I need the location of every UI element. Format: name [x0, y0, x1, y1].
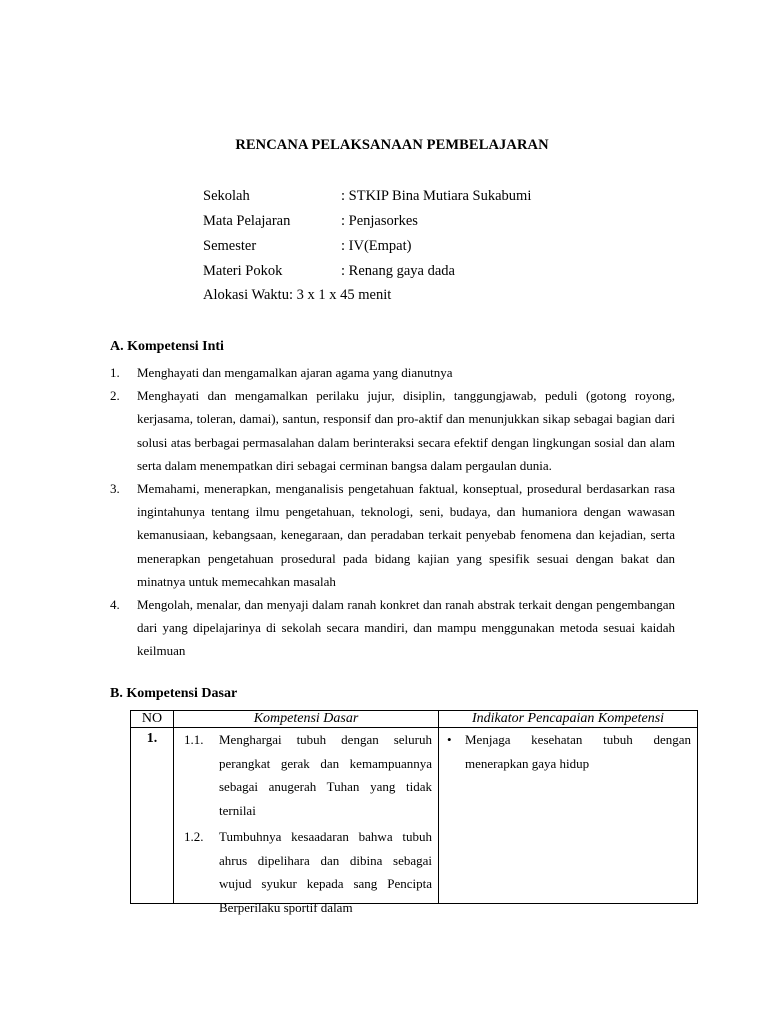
- list-item-text: Mengolah, menalar, dan menyaji dalam ranah konkret dan ranah abstrak terkait dengan pengembangan dari yang dipelajarinya di sekolah secara mandiri, dan mampu menggunakan metoda sesuai kaidah keilmuan: [137, 597, 675, 659]
- list-item: [110, 477, 675, 593]
- list-item-number: 1.: [110, 365, 120, 380]
- column-header-kompetensi-dasar: Kompetensi Dasar: [174, 711, 439, 728]
- alokasi-waktu: Alokasi Waktu: 3 x 1 x 45 menit: [203, 287, 392, 303]
- indikator-text: Menjaga kesehatan tubuh dengan menerapkan gaya hidup: [465, 732, 691, 771]
- info-value: : STKIP Bina Mutiara Sukabumi: [341, 188, 532, 204]
- kd-item-text: Menghargai tubuh dengan seluruh perangkat gerak dan kemampuannya sebagai anugerah Tuhan yang tidak ternilai: [219, 732, 432, 818]
- table-row: [131, 728, 698, 904]
- kd-item-text: Tumbuhnya kesaadaran bahwa tubuh ahrus dipelihara dan dibina sebagai wujud syukur kepada sang Pencipta Berperilaku sportif dalam: [219, 829, 432, 915]
- list-item-number: 3.: [110, 481, 120, 497]
- kd-item-number: 1.1.: [184, 732, 204, 747]
- info-label: Materi Pokok: [203, 263, 283, 279]
- info-label: Sekolah: [203, 188, 250, 204]
- info-value: : Renang gaya dada: [341, 263, 455, 279]
- list-item: [110, 593, 675, 663]
- list-item-text: Menghayati dan mengamalkan ajaran agama yang dianutnya: [137, 365, 453, 380]
- table-cell-indikator: [439, 728, 698, 904]
- row-number: 1.: [146, 731, 158, 746]
- info-value: : Penjasorkes: [341, 213, 418, 229]
- kompetensi-inti-list: [110, 361, 675, 663]
- column-header-indikator: Indikator Pencapaian Kompetensi: [439, 711, 698, 728]
- kd-item: [174, 728, 438, 822]
- kompetensi-dasar-table: [130, 710, 698, 915]
- table-cell-kompetensi-dasar: [174, 728, 439, 915]
- page-title: RENCANA PELAKSANAAN PEMBELAJARAN: [235, 137, 549, 153]
- list-item-text: Memahami, menerapkan, menganalisis pengetahuan faktual, konseptual, prosedural berdasarkan rasa ingintahunya tentang ilmu pengetahuan, teknologi, seni, budaya, dan humaniora dengan wawasan kemanusiaan, kebangsaan, kenegaraan, dan peradaban terkait penyebab fenomena dan kejadian, serta menerapkan pengetahuan prosedural pada bidang kajian yang spesifik sesuai dengan bakat dan minatnya untuk memecahkan masalah: [137, 481, 675, 589]
- list-item-number: 2.: [110, 388, 120, 404]
- info-label: Semester: [203, 238, 257, 254]
- section-heading-kompetensi-inti: A. Kompetensi Inti: [110, 339, 224, 354]
- list-item: [110, 361, 675, 384]
- table-header-row: [131, 711, 698, 728]
- bullet-icon: •: [447, 732, 452, 747]
- info-value: : IV(Empat): [341, 238, 412, 254]
- list-item-text: Menghayati dan mengamalkan perilaku jujur, disiplin, tanggungjawab, peduli (gotong royong, kerjasama, toleran, damai), santun, responsif dan pro-aktif dan menunjukkan sikap sebagai bagian dari solusi atas berbagai permasalahan dalam berinteraksi secara efektif dengan lingkungan sosial dan alam serta dalam menempatkan diri sebagai cerminan bangsa dalam pergaulan dunia.: [137, 388, 675, 473]
- table-cell-no: [131, 728, 174, 904]
- kd-item: [174, 825, 438, 919]
- info-label: Mata Pelajaran: [203, 213, 291, 229]
- list-item-number: 4.: [110, 597, 120, 613]
- indikator-item: [439, 728, 697, 775]
- column-header-no: NO: [131, 711, 174, 728]
- list-item: [110, 384, 675, 477]
- kd-item-number: 1.2.: [184, 829, 204, 844]
- section-heading-kompetensi-dasar: B. Kompetensi Dasar: [110, 686, 238, 701]
